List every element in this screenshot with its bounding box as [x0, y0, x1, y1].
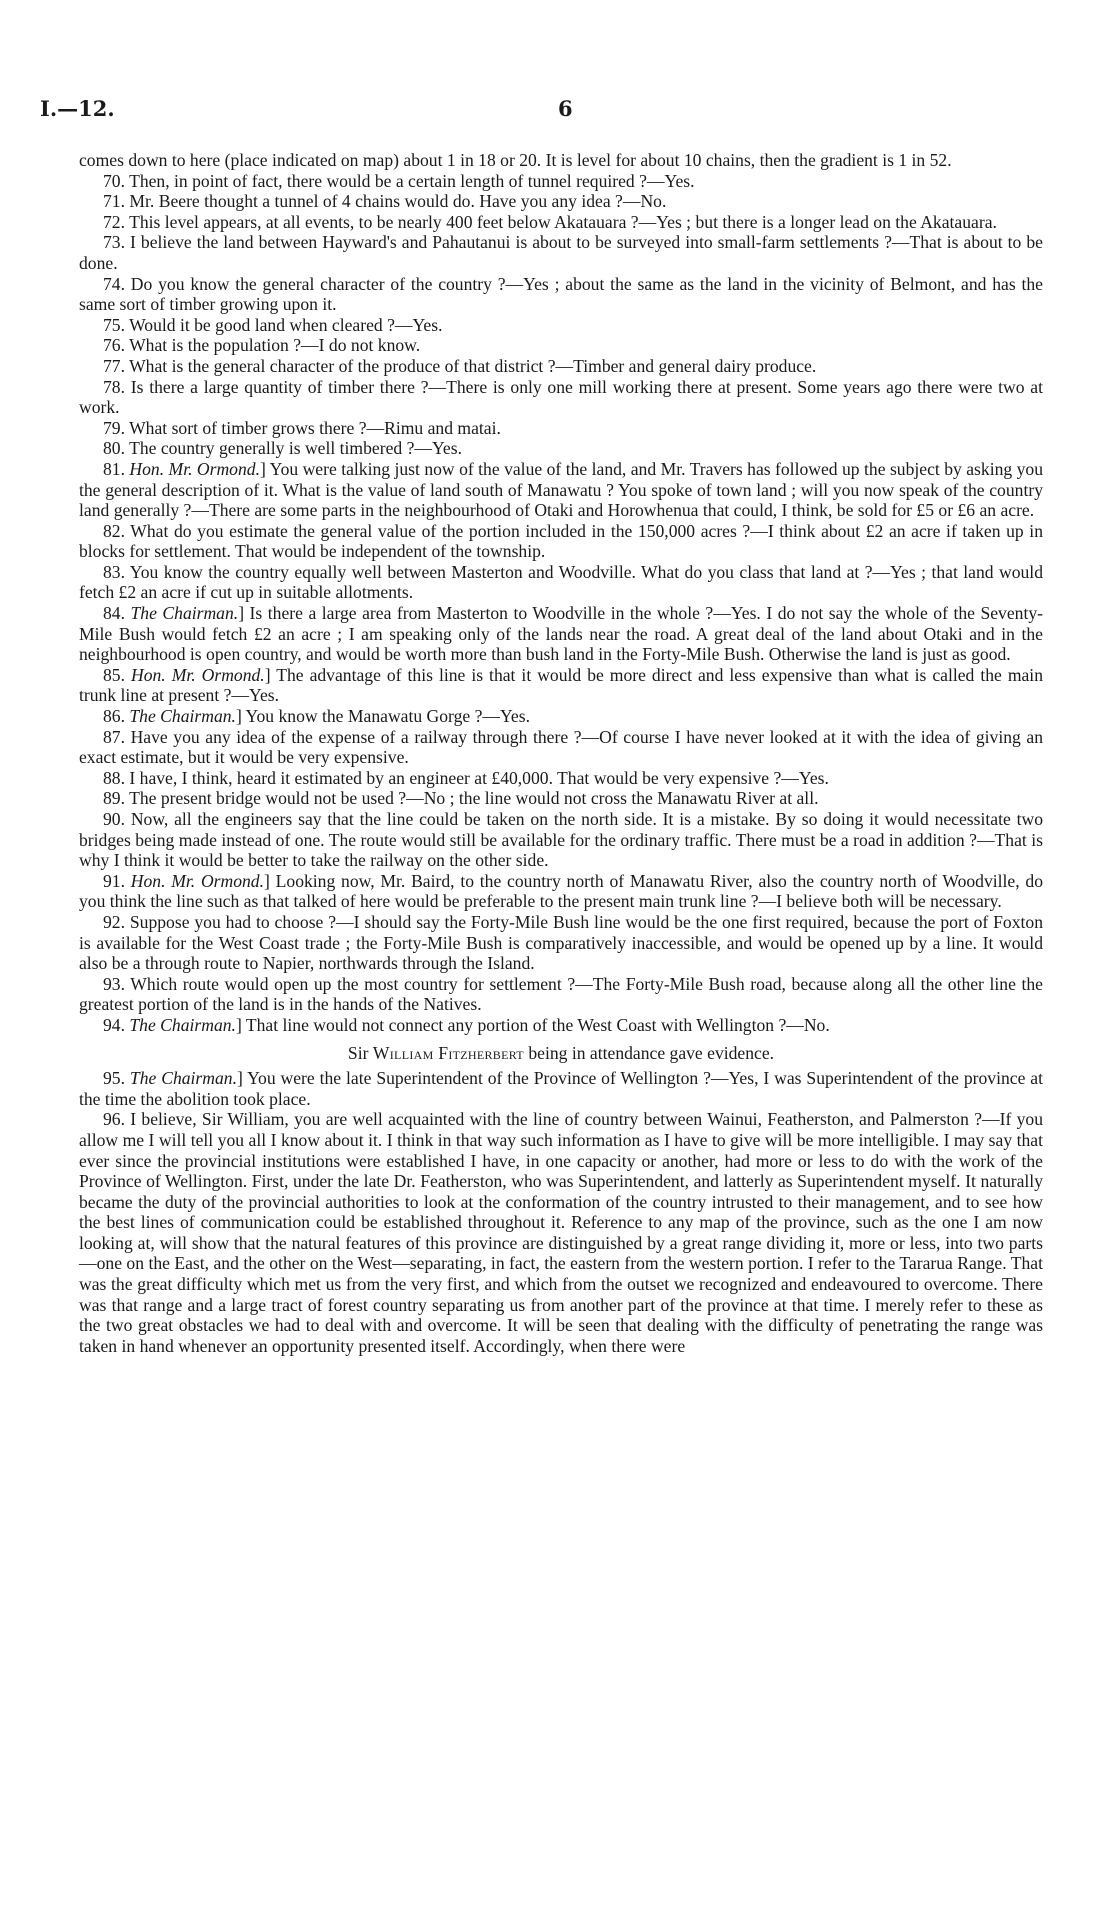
paragraph-text: ] The advantage of this line is that it would be more direct and less expensive than what is called the main trunk line at present ?—Yes. — [79, 664, 1043, 706]
paragraph — [79, 603, 1043, 665]
paragraph — [79, 871, 1043, 912]
speaker-name: The Chairman. — [129, 1068, 237, 1089]
question-number: 81. — [103, 458, 130, 479]
paragraph — [79, 706, 1043, 727]
paragraph: 93. Which route would open up the most country for settlement ?—The Forty-Mile Bush road, because along all the other line the greatest portion of the land is in the hands of the Natives. — [79, 973, 1043, 1015]
speaker-name: The Chairman. — [130, 603, 239, 624]
paragraph: 79. What sort of timber grows there ?—Rimu and matai. — [103, 417, 501, 438]
speaker-name: Hon. Mr. Ormond. — [130, 870, 265, 891]
paragraph: 83. You know the country equally well between Masterton and Woodville. What do you class that land at ?—Yes ; that land would fetch £2 an acre if cut up in suitable allotments. — [79, 561, 1043, 603]
paragraph: 96. I believe, Sir William, you are well acquainted with the line of country between Wainui, Featherston, and Palmerston ?—If you allow me I will tell you all I know about it. I think in that way such information as I have to give will be more intelligible. I may say that ever since the provincial institutions were established I have, in one capacity or another, had more or less to do with the work of the Province of Wellington. First, under the late Dr. Featherston, who was Superintendent, and latterly as Superintendent myself. It naturally became the duty of the provincial authorities to look at the conformation of the country intrusted to their management, and to see how the best lines of communication could be established throughout it. Reference to any map of the province, such as the one I am now looking at, will show that the natural features of this province are distinguished by a great range dividing it, more or less, into two parts—one on the East, and the other on the West—separating, in fact, the eastern from the western portion. I refer to the Tararua Range. That was the great difficulty which met us from the very first, and which from the outset we recognized and endeavoured to overcome. There was that range and a large tract of forest country separating us from another part of the province at that time. I merely refer to these as the two great obstacles we had to deal with and overcome. It will be seen that dealing with the difficulty of penetrating the range was taken in hand whenever an opportunity presented itself. Accordingly, when there were — [79, 1109, 1043, 1356]
paragraph: 73. I believe the land between Hayward's and Pahautanui is about to be surveyed into small-farm settlements ?—That is about to be done. — [79, 232, 1043, 273]
question-number: 94. — [103, 1014, 130, 1035]
paragraph: 70. Then, in point of fact, there would be a certain length of tunnel required ?—Yes. — [103, 170, 695, 191]
heading-suffix: being in attendance gave evidence. — [523, 1042, 775, 1063]
paragraph: 90. Now, all the engineers say that the line could be taken on the north side. It is a mistake. By so doing it would necessitate two bridges being made instead of one. The route would still be available for the ordinary traffic. There must be a road in addition ?—That is why I think it would be better to take the railway on the other side. — [79, 809, 1043, 871]
page-header — [40, 96, 1040, 126]
speaker-name: The Chairman. — [129, 1014, 236, 1035]
paragraph: 89. The present bridge would not be used ?—No ; the line would not cross the Manawatu River at all. — [103, 788, 819, 809]
paragraph: 75. Would it be good land when cleared ?—Yes. — [103, 314, 443, 335]
paragraph — [79, 1015, 1043, 1036]
paragraph-text: ] You were talking just now of the value of the land, and Mr. Travers has followed up the subject by asking you the general description of it. What is the value of land south of Manawatu ? You spoke of town land ; will you now speak of the country land generally ?—There are some parts in the neighbourhood of Otaki and Horowhenua that could, I think, be sold for £5 or £6 an acre. — [79, 458, 1043, 521]
speaker-name: Hon. Mr. Ormond. — [131, 664, 265, 685]
speaker-name: Hon. Mr. Ormond. — [129, 458, 260, 479]
paragraph-text: ] That line would not connect any portion of the West Coast with Wellington ?—No. — [235, 1014, 830, 1035]
paragraph: 87. Have you any idea of the expense of a railway through there ?—Of course I have never looked at it with the idea of giving an exact estimate, but it would be very expensive. — [79, 726, 1043, 768]
page-number: 6 — [558, 96, 573, 121]
paragraph-text: ] You were the late Superintendent of the Province of Wellington ?—Yes, I was Superintendent of the province at the time the abolition took place. — [79, 1068, 1043, 1109]
paragraph: 72. This level appears, at all events, to be nearly 400 feet below Akatauara ?—Yes ; but there is a longer lead on the Akatauara. — [103, 211, 997, 232]
paragraph: 88. I have, I think, heard it estimated by an engineer at £40,000. That would be very expensive ?—Yes. — [103, 767, 829, 788]
paragraph — [79, 1068, 1043, 1109]
document-body — [79, 150, 1043, 1356]
question-number: 95. — [103, 1068, 130, 1089]
question-number: 91. — [103, 870, 131, 891]
paragraph: 92. Suppose you had to choose ?—I should say the Forty-Mile Bush line would be the one first required, because the port of Foxton is available for the West Coast trade ; the Forty-Mile Bush is comparatively inaccessible, and would be opened up by a line. It would also be a through route to Napier, northwards through the Island. — [79, 911, 1043, 974]
paragraph: 82. What do you estimate the general value of the portion included in the 150,000 acres ?—I think about £2 an acre if taken up in blocks for settlement. That would be independent of the township. — [79, 520, 1043, 562]
paragraph — [79, 665, 1043, 706]
paragraph: 71. Mr. Beere thought a tunnel of 4 chains would do. Have you any idea ?—No. — [103, 191, 667, 212]
paragraph: 77. What is the general character of the produce of that district ?—Timber and general dairy produce. — [103, 355, 817, 376]
speaker-name: The Chairman. — [129, 706, 236, 727]
paragraph: 74. Do you know the general character of the country ?—Yes ; about the same as the land in the vicinity of Belmont, and has the same sort of timber growing upon it. — [79, 273, 1043, 315]
paragraph: comes down to here (place indicated on map) about 1 in 18 or 20. It is level for about 10 chains, then the gradient is 1 in 52. — [79, 150, 952, 170]
paragraph-text: ] Is there a large area from Masterton to Woodville in the whole ?—Yes. I do not say the whole of the Seventy-Mile Bush would fetch £2 an acre ; I am speaking only of the lands near the road. A great deal of the land about Otaki and in the neighbourhood is open country, and would be worth more than bush land in the Forty-Mile Bush. Otherwise the land is just as good. — [79, 603, 1044, 665]
heading-prefix: Sir — [347, 1042, 373, 1063]
question-number: 86. — [103, 706, 130, 727]
witness-heading — [79, 1043, 1043, 1064]
paragraph: 76. What is the population ?—I do not know. — [103, 335, 421, 356]
paragraph: 78. Is there a large quantity of timber there ?—There is only one mill working there at present. Some years ago there were two at work. — [79, 376, 1043, 418]
paragraph: 80. The country generally is well timbered ?—Yes. — [103, 438, 462, 459]
paragraph-text: ] You know the Manawatu Gorge ?—Yes. — [235, 706, 530, 727]
witness-name: William Fitzherbert — [372, 1042, 524, 1063]
question-number: 85. — [103, 664, 131, 685]
question-number: 84. — [103, 603, 131, 624]
paragraph — [79, 459, 1043, 521]
paragraph-text: ] Looking now, Mr. Baird, to the country north of Manawatu River, also the country north of Woodville, do you think the line such as that talked of here would be preferable to the present main trunk line ?—I believe both will be necessary. — [79, 870, 1044, 912]
document-reference: I.—12. — [40, 96, 115, 121]
